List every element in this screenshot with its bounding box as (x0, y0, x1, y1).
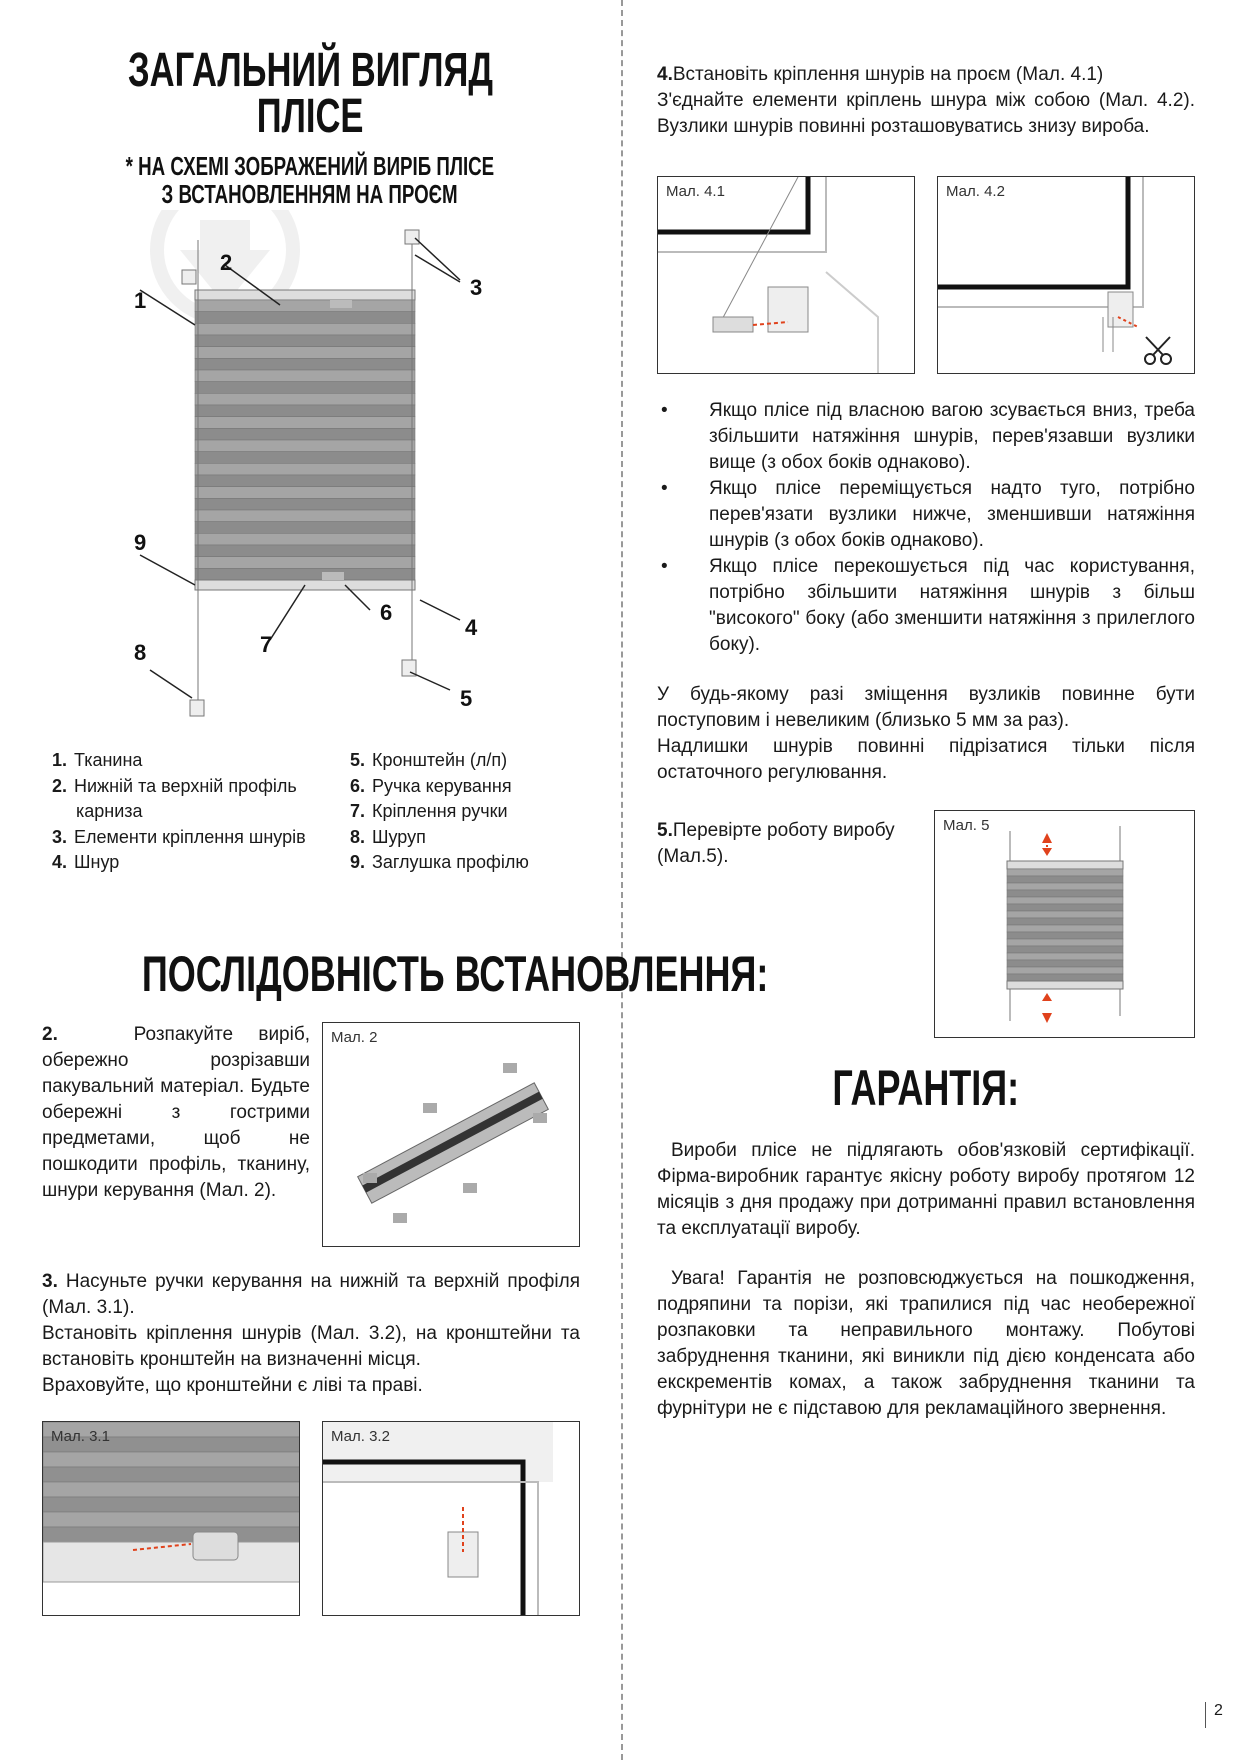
callout-5: 5 (460, 686, 473, 711)
handle-illustration (43, 1422, 300, 1616)
subtitle-line: * НА СХЕМІ ЗОБРАЖЕНИЙ ВИРІБ ПЛІСЕ (125, 151, 495, 181)
legend-item: 1. Тканина (52, 750, 143, 770)
pleat (195, 487, 415, 499)
overview-title (40, 44, 580, 143)
figure-caption: Мал. 5 (943, 817, 990, 834)
figure-caption: Мал. 3.1 (51, 1428, 110, 1445)
title-line: ЗАГАЛЬНИЙ ВИГЛЯД (127, 44, 493, 97)
right-column (657, 62, 1195, 1422)
title-line: ПЛІСЕ (256, 90, 364, 143)
pleat (195, 440, 415, 452)
install-section (42, 946, 769, 1616)
pleat (195, 393, 415, 405)
pleat (195, 312, 415, 324)
pleat (43, 1512, 300, 1527)
figure-4-2 (937, 176, 1195, 374)
figure-caption: Мал. 4.1 (666, 183, 725, 200)
pleat (195, 522, 415, 534)
pleat (1007, 883, 1123, 890)
figure-3-2 (322, 1421, 580, 1616)
pleat (195, 533, 415, 545)
pleat (1007, 974, 1123, 981)
pleat (195, 475, 415, 487)
pleated-blind-diagram (120, 210, 500, 730)
figure-4-1 (657, 176, 915, 374)
pleat (43, 1452, 300, 1467)
operation-check-illustration (935, 811, 1195, 1038)
callout-8: 8 (134, 640, 147, 665)
pleat (1007, 876, 1123, 883)
pleat (1007, 904, 1123, 911)
pleat (1007, 911, 1123, 918)
step-4-line: З'єднайте елементи кріплень шнура між собою (Мал. 4.2). Вузлики шнурів повинні розташовуватись знизу вироба. (657, 90, 1195, 137)
pleat (43, 1482, 300, 1497)
step-4-figures (657, 176, 1195, 374)
subtitle-row (40, 152, 580, 180)
pleat (43, 1497, 300, 1512)
pleat (1007, 925, 1123, 932)
handle (330, 300, 352, 308)
step-5-row (657, 810, 1195, 1038)
handle (322, 572, 344, 580)
step-3-line: Враховуйте, що кронштейни є ліві та праві. (42, 1375, 423, 1396)
warranty-title: ГАРАНТІЯ: (832, 1060, 1020, 1116)
pleat (195, 370, 415, 382)
step-4-text (657, 62, 1195, 140)
figure-2 (322, 1022, 580, 1247)
title-row (40, 90, 580, 143)
pleat (1007, 967, 1123, 974)
pleat (195, 545, 415, 557)
pleat (195, 335, 415, 347)
legend-item: 3. Елементи кріплення шнурів (52, 826, 306, 847)
callout-4: 4 (465, 615, 478, 640)
pleat (1007, 960, 1123, 967)
title-row (40, 44, 580, 97)
figure-caption: Мал. 3.2 (331, 1428, 390, 1445)
legend-item: 4. Шнур (52, 852, 120, 872)
figure-caption: Мал. 4.2 (946, 183, 1005, 200)
pleat (1007, 932, 1123, 939)
bullet-item: • Якщо плісе переміщується надто туго, потрібно перев'язати вузлики нижче, зменшивши натяжіння шнурів (з обох боків однаково). (657, 476, 1195, 554)
pleat (195, 323, 415, 335)
step-3-text (42, 1269, 580, 1399)
figure-caption: Мал. 2 (331, 1029, 378, 1046)
warranty-paragraph-2: Увага! Гарантія не розповсюджується на пошкодження, подряпини та порізи, які трапилися під час необережної розпаковки та неправильного монтажу. Побутові забруднення тканини, які виникли під дією конденсата або екскрементів комах, а також забруднення тканини та фурнітури не є підставою для рекламаційного звернення. (657, 1268, 1195, 1419)
figure-5 (934, 810, 1195, 1038)
pleat (1007, 897, 1123, 904)
cord-fixing-illustration (658, 177, 915, 374)
pleat (195, 428, 415, 440)
legend-item: 6. Ручка керування (350, 775, 512, 796)
pleat (43, 1527, 300, 1542)
step-2-text: 2. Розпакуйте виріб, обережно розрізавши пакувальний матеріал. Будьте обережні з гострими предметами, щоб не пошкодити профіль, тканину, шнури керування (Мал. 2). (42, 1024, 311, 1201)
callout-9: 9 (134, 530, 147, 555)
step-4-line: 4.Встановіть кріплення шнурів на проєм (Мал. 4.1) (657, 64, 1104, 85)
pleat (195, 498, 415, 510)
pleat (195, 557, 415, 569)
scissors-icon (1145, 337, 1171, 364)
warranty-paragraph-1: Вироби плісе не підлягають обов'язковій сертифікації. Фірма-виробник гарантує якісну роботу виробу протягом 12 місяців з дня продажу при дотриманні правил встановлення та експлуатації виробу. (657, 1140, 1195, 1239)
pleat (1007, 946, 1123, 953)
pleat (195, 452, 415, 464)
unpacking-illustration (323, 1023, 580, 1247)
pleat (195, 358, 415, 370)
pleat (1007, 918, 1123, 925)
legend-item: 5. Кронштейн (л/п) (350, 750, 508, 770)
pleat (1007, 953, 1123, 960)
pleat (195, 382, 415, 394)
step-3-figures (42, 1421, 580, 1616)
cord-fixing (405, 230, 419, 244)
pleat (1007, 890, 1123, 897)
step-2-row (42, 1022, 580, 1247)
page-divider (621, 0, 623, 1760)
figure-3-1 (42, 1421, 300, 1616)
bracket (190, 700, 204, 716)
note-line: У будь-якому разі зміщення вузликів повинне бути поступовим і невеликим (близько 5 мм за раз). (657, 684, 1195, 731)
cord-fixing (182, 270, 196, 284)
top-profile (195, 290, 415, 300)
pleat (1007, 869, 1123, 876)
adjustment-bullets (657, 398, 1195, 658)
pleat (195, 510, 415, 522)
pleat (195, 347, 415, 359)
bracket-illustration (323, 1422, 580, 1616)
pleat (195, 417, 415, 429)
cord-joining-illustration (938, 177, 1195, 374)
fabric-pleats (195, 300, 415, 580)
step-3-line: 3. Насуньте ручки керування на нижній та верхній профіля (Мал. 3.1). (42, 1271, 580, 1318)
bullet-item: • Якщо плісе перекошується під час користування, потрібно збільшити натяжіння шнурів з більш "високого" боку (або зменшити натяжіння з прилеглого боку). (657, 554, 1195, 658)
legend-item: 7. Кріплення ручки (350, 801, 508, 821)
pleat (1007, 939, 1123, 946)
step-5-text: 5.Перевірте роботу виробу (Мал.5). (657, 820, 895, 867)
subtitle-row (40, 180, 580, 208)
step-3-line: Встановіть кріплення шнурів (Мал. 3.2), на кронштейни та встановіть кронштейн на визначенні місця. (42, 1323, 580, 1370)
callout-7: 7 (260, 632, 273, 657)
page-number: 2 (1205, 1702, 1223, 1728)
callout-6: 6 (380, 600, 393, 625)
legend-left (52, 748, 322, 876)
bullet-item: • Якщо плісе під власною вагою зсувається вниз, треба збільшити натяжіння шнурів, перев'язавши вузлики вище (з обох боків однаково). (657, 398, 1195, 476)
install-title: ПОСЛІДОВНІСТЬ ВСТАНОВЛЕННЯ: (141, 946, 769, 1002)
legend-right (350, 748, 610, 876)
pleat (195, 405, 415, 417)
legend-item: 2. Нижній та верхній профіль карниза (52, 775, 297, 821)
subtitle-line: З ВСТАНОВЛЕННЯМ НА ПРОЄМ (161, 179, 459, 209)
overview-subtitle (40, 152, 580, 208)
legend-item: 8. Шуруп (350, 826, 426, 847)
legend-item: 9. Заглушка профілю (350, 852, 529, 872)
pleat (43, 1467, 300, 1482)
pleat (195, 300, 415, 312)
callout-3: 3 (470, 275, 483, 300)
pleat (195, 463, 415, 475)
adjustment-note (657, 682, 1195, 786)
pleat (195, 568, 415, 580)
callout-2: 2 (220, 250, 233, 275)
note-line: Надлишки шнурів повинні підрізатися тільки після остаточного регулювання. (657, 736, 1195, 783)
callout-1: 1 (134, 288, 147, 313)
